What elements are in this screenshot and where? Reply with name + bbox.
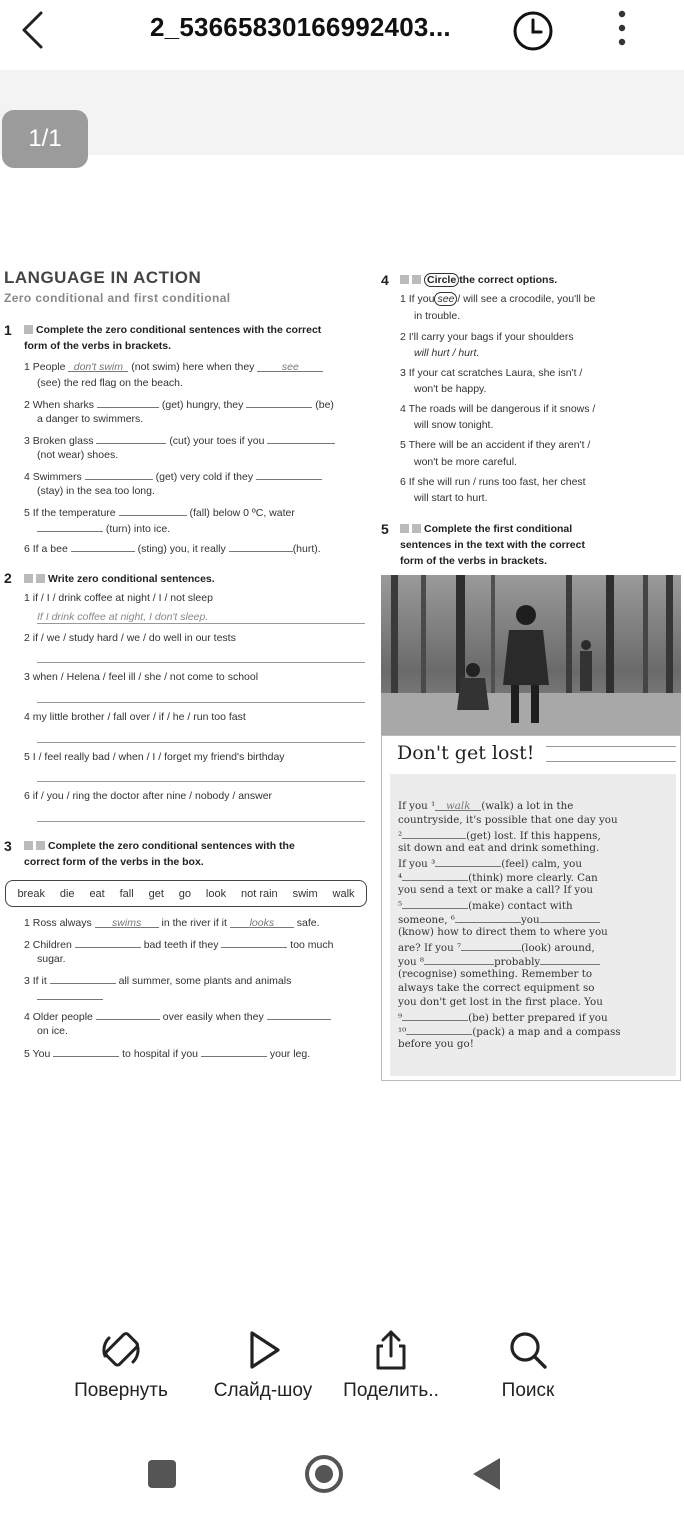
- exercise-2-instruction: Write zero conditional sentences.: [24, 573, 215, 585]
- ex3-item-3-cont: [37, 989, 103, 1003]
- exercise-3-instruction-2: correct form of the verbs in the box.: [24, 856, 204, 868]
- ex4-item-4: 4 The roads will be dangerous if it snows /: [400, 403, 596, 415]
- ex3-item-4-cont: on ice.: [37, 1025, 68, 1037]
- ex3-item-3: 3 If it all summer, some plants and animals: [24, 975, 292, 987]
- story-line: (know) how to direct them to where you: [398, 926, 608, 938]
- search-icon: [506, 1328, 550, 1372]
- exercise-1-number: 1: [4, 322, 12, 338]
- page-counter-badge: 1/1: [2, 110, 88, 168]
- slideshow-button[interactable]: [198, 1320, 328, 1410]
- share-button[interactable]: [326, 1320, 456, 1410]
- ex2-item-6: 6 if / you / ring the doctor after nine / nobody / answer: [24, 790, 273, 802]
- page-subheading: Zero conditional and first conditional: [4, 291, 231, 305]
- page-heading: LANGUAGE IN ACTION: [4, 268, 202, 287]
- ex1-item-6: 6 If a bee (sting) you, it really (hurt).: [24, 543, 321, 555]
- story-line: are? If you ⁷ (look) around,: [398, 942, 595, 954]
- ex1-item-3: 3 Broken glass (cut) your toes if you: [24, 433, 335, 447]
- word: go: [178, 887, 192, 900]
- ex1-item-1: 1 People don't swim (not swim) here when they see: [24, 361, 323, 373]
- exercise-4-number: 4: [381, 272, 389, 288]
- recent-apps-button[interactable]: [146, 1458, 178, 1490]
- ex1-item-3-cont: (not wear) shoes.: [37, 449, 119, 461]
- answer-line: [37, 821, 365, 822]
- document-page[interactable]: [0, 262, 684, 1082]
- ex3-item-2: 2 Children bad teeth if they too much: [24, 939, 334, 951]
- story-line: sit down and eat and drink something.: [398, 842, 600, 854]
- ex4-item-1-cont: in trouble.: [414, 310, 461, 322]
- word: walk: [332, 887, 355, 900]
- story-line: ⁵ (make) contact with: [398, 900, 573, 912]
- level-icon: [24, 325, 33, 334]
- ex1-item-5: 5 If the temperature (fall) below 0 ºC, water: [24, 507, 295, 519]
- story-line: If you ¹ walk (walk) a lot in the: [398, 800, 574, 812]
- system-navigation-bar: [0, 1440, 684, 1518]
- story-line: ² (get) lost. If this happens,: [398, 830, 601, 842]
- ex4-item-6: 6 If she will run / runs too fast, her chest: [400, 476, 586, 488]
- ex4-item-6-cont: will start to hurt.: [414, 492, 488, 504]
- exercise-5-instruction-2: sentences in the text with the correct: [400, 539, 585, 551]
- rotate-button[interactable]: [56, 1320, 186, 1410]
- word: swim: [292, 887, 318, 900]
- story-text-box: [390, 774, 676, 1076]
- ex3-item-5: 5 You to hospital if you your leg.: [24, 1048, 311, 1060]
- share-icon: [369, 1328, 413, 1372]
- story-line: you ⁸ probably: [398, 954, 600, 968]
- top-app-bar: [0, 0, 684, 66]
- word: not rain: [240, 887, 278, 900]
- ex2-item-5: 5 I / feel really bad / when / I / forget my friend's birthday: [24, 751, 285, 763]
- ex2-item-3: 3 when / Helena / feel ill / she / not come to school: [24, 671, 259, 683]
- chevron-left-icon: [19, 10, 45, 50]
- ex1-item-2-cont: a danger to swimmers.: [37, 413, 144, 425]
- story-line: someone, ⁶ you: [398, 912, 600, 926]
- title-decoration: [546, 746, 676, 762]
- story-line: If you ³ (feel) calm, you: [398, 858, 582, 870]
- forest-photo: [381, 575, 681, 735]
- ex4-item-4-cont: will snow tonight.: [414, 419, 494, 431]
- exercise-5-instruction: Complete the first conditional: [400, 523, 572, 535]
- ex1-item-1-cont: (see) the red flag on the beach.: [37, 377, 183, 389]
- exercise-4-instruction: Circle the correct options.: [400, 274, 557, 286]
- play-icon: [241, 1328, 285, 1372]
- word: break: [17, 887, 45, 900]
- ex4-item-2-cont: will hurt / hurt.: [414, 347, 480, 359]
- ex2-item-4: 4 my little brother / fall over / if / he / run too fast: [24, 711, 246, 723]
- answer-line: [37, 781, 365, 782]
- exercise-5-instruction-3: form of the verbs in brackets.: [400, 555, 548, 567]
- slideshow-label: Слайд-шоу: [213, 1380, 313, 1401]
- word: get: [148, 887, 164, 900]
- story-line: ⁹ (be) better prepared if you: [398, 1012, 608, 1024]
- ex4-item-1: 1 If you see / will see a crocodile, you'll be: [400, 293, 596, 305]
- story-panel: [381, 735, 681, 1081]
- exercise-2-number: 2: [4, 570, 12, 586]
- word: look: [205, 887, 227, 900]
- ex4-item-5-cont: won't be more careful.: [414, 456, 517, 468]
- answer-line: [37, 662, 365, 663]
- exercise-3-instruction: Complete the zero conditional sentences with the: [24, 840, 295, 852]
- answer-line: [37, 742, 365, 743]
- back-nav-button[interactable]: [470, 1456, 502, 1492]
- ex3-item-1: 1 Ross always swims in the river if it looks safe.: [24, 917, 320, 929]
- bottom-action-bar: [0, 1320, 684, 1410]
- home-button[interactable]: [303, 1453, 345, 1495]
- search-label: Поиск: [501, 1380, 555, 1401]
- ex1-item-4: 4 Swimmers (get) very cold if they: [24, 469, 322, 483]
- word: fall: [119, 887, 134, 900]
- circled-answer: see: [434, 292, 457, 306]
- ex4-item-3-cont: won't be happy.: [414, 383, 487, 395]
- share-label: Поделить..: [343, 1380, 439, 1401]
- ex4-item-5: 5 There will be an accident if they aren't /: [400, 439, 591, 451]
- story-title: Don't get lost!: [397, 742, 535, 764]
- ex4-item-3: 3 If your cat scratches Laura, she isn't /: [400, 367, 583, 379]
- search-button[interactable]: [463, 1320, 593, 1410]
- answer-line: [37, 702, 365, 703]
- story-line: countryside, it's possible that one day you: [398, 814, 618, 826]
- story-line: you don't get lost in the first place. You: [398, 996, 603, 1008]
- ex3-item-4: 4 Older people over easily when they: [24, 1009, 331, 1023]
- rotate-icon: [99, 1328, 143, 1372]
- ex1-item-4-cont: (stay) in the sea too long.: [37, 485, 155, 497]
- ex3-item-2-cont: sugar.: [37, 953, 66, 965]
- more-vertical-icon: [604, 8, 640, 52]
- clock-icon: [510, 8, 556, 54]
- exercise-5-number: 5: [381, 521, 389, 537]
- ex4-item-2: 2 I'll carry your bags if your shoulders: [400, 331, 574, 343]
- story-line: ⁴ (think) more clearly. Can: [398, 872, 598, 884]
- ex1-item-2: 2 When sharks (get) hungry, they (be): [24, 399, 334, 411]
- ex2-item-1: 1 if / I / drink coffee at night / I / not sleep: [24, 592, 213, 604]
- ex2-item-2: 2 if / we / study hard / we / do well in our tests: [24, 632, 236, 644]
- circle-word: Circle: [424, 273, 459, 287]
- exercise-1-instruction: Complete the zero conditional sentences with the correct: [24, 324, 321, 336]
- more-options-button[interactable]: [604, 8, 640, 52]
- history-button[interactable]: [510, 8, 556, 54]
- exercise-3-number: 3: [4, 838, 12, 854]
- story-line: always take the correct equipment so: [398, 982, 595, 994]
- story-line: you send a text or make a call? If you: [398, 884, 594, 896]
- word-box: [5, 880, 367, 907]
- ex1-item-5-cont: (turn) into ice.: [37, 521, 170, 535]
- file-title: 2_53665830166992403...: [150, 12, 451, 42]
- story-line: (recognise) something. Remember to: [398, 968, 593, 980]
- answer-line: [37, 623, 365, 624]
- ex2-item-1-answer: If I drink coffee at night, I don't sleep.: [37, 611, 209, 623]
- word: die: [59, 887, 75, 900]
- exercise-1-instruction-2: form of the verbs in brackets.: [24, 340, 172, 352]
- rotate-label: Повернуть: [74, 1380, 168, 1401]
- viewer-header-band: [0, 70, 684, 155]
- story-line: ¹⁰ (pack) a map and a compass: [398, 1026, 621, 1038]
- word: eat: [89, 887, 105, 900]
- back-button[interactable]: [10, 8, 54, 52]
- story-line: before you go!: [398, 1038, 474, 1050]
